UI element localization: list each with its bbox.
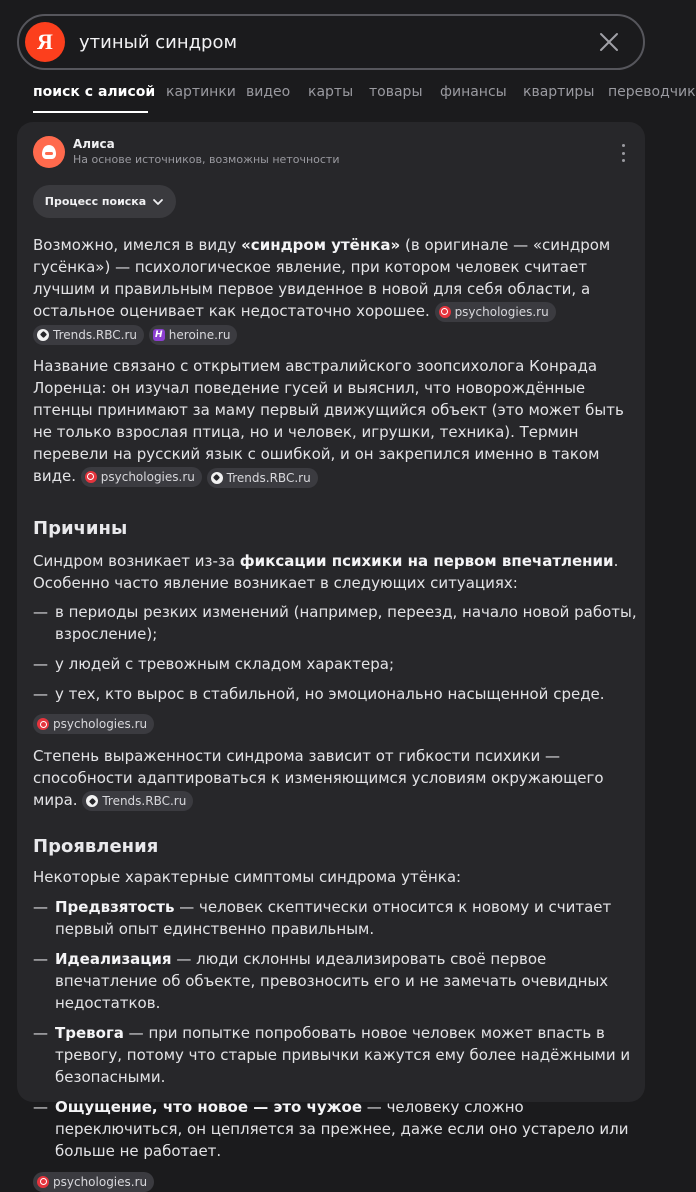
- psychologies-icon: [85, 471, 97, 483]
- search-tabs: [0, 82, 696, 116]
- source-chip-psychologies[interactable]: [33, 1172, 154, 1192]
- answer-paragraph: Некоторые характерные симптомы синдрома утёнка:: [33, 868, 462, 886]
- search-process-button[interactable]: [33, 185, 176, 218]
- alisa-name: Алиса: [73, 137, 115, 151]
- text: Степень выраженности синдрома зависит от гибкости психики — способности адаптироваться к изменяющимся условиям окружающего мира.: [33, 746, 604, 809]
- source-chip-psychologies[interactable]: [33, 714, 154, 734]
- text: (в оригинале — «синдром гусёнка») — психологическое явление, при котором человек считает лучшим и правильным первое увиденное в новой для себя области, а остальное оценивает как недостаточно хорошее.: [33, 236, 611, 320]
- psychologies-icon: [37, 1176, 49, 1188]
- section-heading-manifestations: Проявления: [33, 836, 159, 857]
- source-chip-rbc[interactable]: [82, 791, 193, 811]
- tab-goods[interactable]: товары: [369, 84, 423, 100]
- list-item: — у людей с тревожным складом характера;: [33, 653, 637, 675]
- rbc-icon: [37, 329, 49, 341]
- tab-images[interactable]: картинки: [166, 84, 236, 100]
- source-label: Trends.RBC.ru: [226, 470, 311, 485]
- list-item: [33, 948, 637, 1014]
- clear-button[interactable]: [589, 22, 629, 62]
- tab-video[interactable]: видео: [246, 84, 291, 100]
- symptom-term: Предвзятость: [55, 898, 175, 916]
- psychologies-icon: [37, 718, 49, 730]
- source-label: psychologies.ru: [100, 469, 195, 484]
- alisa-answer-card: [17, 122, 645, 1189]
- source-chip-psychologies[interactable]: [81, 467, 202, 487]
- list-item: — у тех, кто вырос в стабильной, но эмоционально насыщенной среде.: [33, 683, 637, 705]
- text: — при попытке попробовать новое человек может впасть в тревогу, потому что старые привычки кажутся ему более надёжными и безопасными.: [55, 1024, 631, 1086]
- section-heading-causes: Причины: [33, 517, 128, 539]
- text-bold: фиксации психики на первом впечатлении: [239, 551, 614, 570]
- text: Название связано с открытием австралийского зоопсихолога Конрада Лоренца: он изучал поведение гусей и выяснил, что новорождённые птенцы принимают за маму первый движущийся объект (это может быть не только взрослая птица, но и человек, игрушки, техника). Термин перевели на русский язык с ошибкой, и он закрепился именно в таком виде.: [33, 357, 624, 485]
- answer-content: [33, 234, 637, 1192]
- text: — люди склонны идеализировать своё первое впечатление об объекте, превозносить его и не замечать очевидных недостатков.: [55, 950, 609, 1012]
- symptom-term: Ощущение, что новое — это чужое: [55, 1098, 363, 1116]
- rbc-icon: [211, 472, 223, 484]
- tab-apartments[interactable]: квартиры: [523, 84, 595, 100]
- alisa-disclaimer: На основе источников, возможны неточности: [73, 153, 340, 166]
- answer-paragraph: [33, 745, 637, 812]
- list-item: [33, 1096, 637, 1162]
- tab-alisa-search[interactable]: поиск с алисой: [33, 84, 156, 100]
- causes-list: [33, 601, 637, 705]
- source-chip-rbc[interactable]: [207, 468, 318, 488]
- answer-paragraph: [33, 355, 637, 488]
- psychologies-icon: [439, 306, 451, 318]
- text-bold: «синдром утёнка»: [241, 236, 401, 254]
- source-label: Trends.RBC.ru: [102, 794, 187, 808]
- source-label: psychologies.ru: [454, 304, 549, 319]
- source-chip-rbc[interactable]: [33, 325, 144, 345]
- list-item: [33, 1022, 637, 1088]
- tab-translator[interactable]: переводчик: [608, 84, 696, 100]
- source-chip-psychologies[interactable]: [435, 302, 556, 322]
- alisa-header: [33, 136, 339, 168]
- close-icon: [599, 32, 619, 52]
- symptom-term: Тревога: [55, 1024, 124, 1042]
- rbc-icon: [86, 795, 98, 807]
- source-label: Trends.RBC.ru: [53, 327, 137, 342]
- yandex-logo[interactable]: Я: [25, 22, 65, 62]
- tab-finance[interactable]: финансы: [440, 84, 507, 100]
- text: Синдром возникает из-за: [33, 551, 240, 570]
- text: Возможно, имелся в виду: [33, 236, 242, 254]
- search-bar[interactable]: [17, 14, 645, 70]
- symptom-term: Идеализация: [55, 950, 172, 968]
- alisa-logo-icon: [40, 143, 58, 161]
- text: — человек скептически относится к новому и считает первый опыт единственно правильным.: [55, 898, 612, 938]
- source-label: psychologies.ru: [53, 1174, 148, 1189]
- heroine-icon: H: [153, 329, 165, 341]
- active-tab-indicator: [33, 111, 148, 113]
- symptoms-list: [33, 896, 637, 1162]
- text: . Особенно часто явление возникает в следующих ситуациях:: [33, 551, 619, 592]
- list-item: [33, 896, 637, 940]
- source-label: psychologies.ru: [53, 717, 148, 731]
- alisa-avatar: [33, 136, 65, 168]
- text: — человеку сложно переключиться, он цепляется за прежнее, даже если оно устарело или больше не работает.: [55, 1098, 629, 1160]
- source-chip-heroine[interactable]: [149, 325, 238, 345]
- tab-maps[interactable]: карты: [308, 84, 354, 100]
- list-item: — в периоды резких изменений (например, переезд, начало новой работы, взросление);: [33, 601, 637, 645]
- search-input[interactable]: утиный синдром: [79, 31, 238, 53]
- source-label: heroine.ru: [168, 328, 231, 342]
- search-process-label: Процесс поиска: [44, 195, 147, 208]
- answer-paragraph: [33, 550, 637, 594]
- chevron-down-icon: [152, 196, 164, 208]
- more-options-icon[interactable]: [619, 144, 627, 162]
- answer-paragraph: [33, 234, 637, 345]
